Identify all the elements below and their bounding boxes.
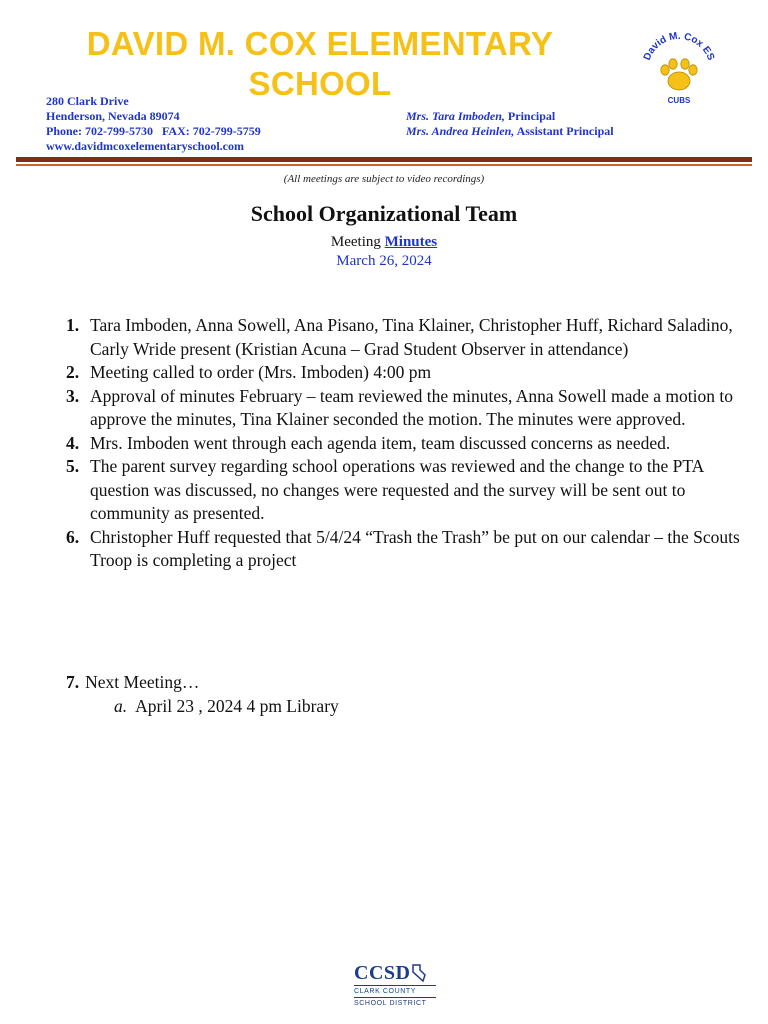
header-divider xyxy=(16,157,752,162)
ccsd-divider xyxy=(354,985,436,986)
item-number: 5. xyxy=(66,456,80,476)
header-divider-accent xyxy=(16,164,752,166)
subtitle-prefix: Meeting xyxy=(330,234,385,250)
website-link[interactable]: www.davidmcoxelementaryschool.com xyxy=(46,139,244,153)
phone-fax: Phone: 702-799-5730 FAX: 702-799-5759 xyxy=(46,124,261,138)
asst-principal-name: Mrs. Andrea Heinlen, xyxy=(406,124,515,138)
list-item xyxy=(60,314,750,361)
item-text: Christopher Huff requested that 5/4/24 “Trash the Trash” be put on our calendar – the Scouts Troop is completing a project xyxy=(90,526,740,570)
item-text: The parent survey regarding school operations was reviewed and the change to the PTA question was discussed, no changes were requested and the survey will be sent out to community as presented. xyxy=(90,456,704,523)
list-item xyxy=(60,455,750,526)
next-meeting-detail xyxy=(114,695,339,719)
next-meeting xyxy=(66,671,199,695)
item-number: 6. xyxy=(66,526,80,547)
principal-title: Principal xyxy=(504,109,556,123)
sub-item-letter: a. xyxy=(114,696,128,716)
disclaimer: (All meetings are subject to video recordings) xyxy=(283,173,485,185)
principal-name: Mrs. Tara Imboden, xyxy=(406,109,505,123)
list-item xyxy=(60,385,750,432)
next-meeting-date: April 23 , 2024 4 pm Library xyxy=(135,696,339,716)
school-logo xyxy=(634,26,724,108)
item-text: Tara Imboden, Anna Sowell, Ana Pisano, Tina Klainer, Christopher Huff, Richard Saladino, Carly Wride present (Kristian Acuna – Grad Student Observer in attendance) xyxy=(90,315,733,359)
ccsd-divider xyxy=(354,997,436,998)
ccsd-sub1: CLARK COUNTY xyxy=(354,988,417,995)
ccsd-logo xyxy=(354,962,436,1012)
list-item xyxy=(60,361,750,385)
list-item xyxy=(60,432,750,456)
logo-arc-text: David M. Cox ES xyxy=(641,30,717,63)
asst-principal-title: Assistant Principal xyxy=(514,124,614,138)
item-number: 2. xyxy=(66,362,80,382)
minutes-link[interactable]: Minutes xyxy=(384,234,438,250)
paw-print-icon xyxy=(661,59,697,90)
next-meeting-label: Next Meeting… xyxy=(85,672,200,692)
administrators xyxy=(406,109,614,139)
address-line1: 280 Clark Drive xyxy=(46,94,129,108)
item-text: Meeting called to order (Mrs. Imboden) 4:00 pm xyxy=(90,362,432,382)
school-name: DAVID M. COX ELEMENTARY SCHOOL xyxy=(86,25,554,102)
nevada-state-icon xyxy=(412,964,426,982)
school-contact xyxy=(46,94,261,154)
item-number: 1. xyxy=(66,315,80,335)
ccsd-sub2: SCHOOL DISTRICT xyxy=(354,1000,427,1007)
page-title: School Organizational Team xyxy=(250,201,518,226)
item-number: 4. xyxy=(66,432,80,453)
item-text: Mrs. Imboden went through each agenda item, team discussed concerns as needed. xyxy=(90,432,671,453)
meeting-date: March 26, 2024 xyxy=(336,253,432,269)
address-line2: Henderson, Nevada 89074 xyxy=(46,109,180,123)
subtitle xyxy=(0,232,768,252)
item-text: Approval of minutes February – team reviewed the minutes, Anna Sowell made a motion to approve the minutes, Tina Klainer seconded the motion. The minutes were approved. xyxy=(90,385,733,429)
ccsd-logo-text: CCSD xyxy=(354,962,411,984)
minutes-list xyxy=(60,314,750,573)
item-number: 3. xyxy=(66,385,80,406)
logo-mascot: CUBS xyxy=(667,96,691,105)
list-item xyxy=(60,526,750,573)
item-number: 7. xyxy=(66,672,80,692)
